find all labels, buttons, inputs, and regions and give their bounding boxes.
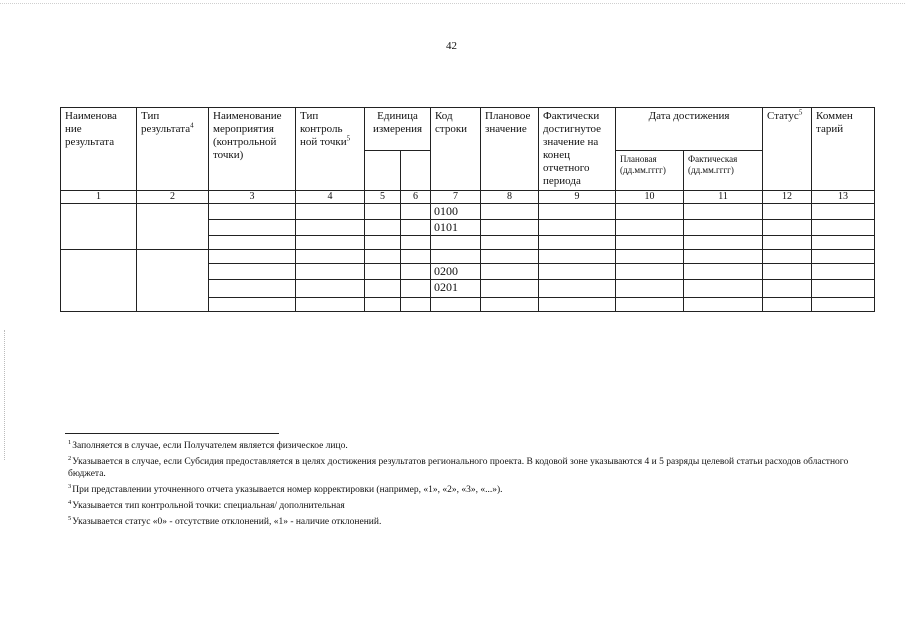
header-event-name: Наименование мероприятия (контрольной точки) — [209, 108, 296, 191]
header-achievement-date: Дата достижения — [616, 108, 763, 151]
header-checkpoint-type: Тип контроль ной точки$^5$ — [296, 108, 365, 191]
column-number: 10 — [616, 191, 684, 204]
footnote-separator — [65, 433, 279, 434]
footnote: $^1$Заполняется в случае, если Получателем является физическое лицо. — [68, 438, 348, 451]
column-number: 3 — [209, 191, 296, 204]
footnote: $^4$Указывается тип контрольной точки: специальная/ дополнительная — [68, 498, 345, 511]
header-row-code: Код строки — [431, 108, 481, 191]
column-number: 7 — [431, 191, 481, 204]
header-comment: Коммен тарий — [812, 108, 875, 191]
row-code — [431, 236, 481, 250]
result-type-cell — [137, 250, 209, 312]
column-number: 2 — [137, 191, 209, 204]
header-actual-value: Фактически достигнутое значение на конец отчетного периода — [539, 108, 616, 191]
column-number: 11 — [684, 191, 763, 204]
table-row — [61, 250, 875, 264]
header-row-1 — [61, 108, 875, 151]
footnotes — [68, 440, 868, 532]
footnote: $^2$Указывается в случае, если Субсидия предоставляется в целях достижения результатов регионального проекта. В кодовой зоне указываются 4 и 5 разряды целевой статьи расходов областного бюджета. — [68, 454, 849, 479]
header-unit: Единица измерения — [365, 108, 431, 151]
footnote: $^5$Указывается статус «0» - отсутствие отклонений, «1» - наличие отклонений. — [68, 514, 382, 527]
footnote: $^3$При представлении уточненного отчета указывается номер корректировки (например, «1», «2», «3», «...»). — [68, 482, 503, 495]
header-result-type: Тип результата$^4$ — [137, 108, 209, 191]
header-planned-date: Плановая (дд.мм.гггг) — [616, 150, 684, 191]
header-actual-date: Фактическая (дд.мм.гггг) — [684, 150, 763, 191]
scan-margin-marks — [4, 330, 7, 460]
row-code: 0201 — [431, 280, 481, 298]
header-unit-sub-5 — [365, 150, 401, 191]
header-planned-value: Плановое значение — [481, 108, 539, 191]
header-result-name: Наименова ние результата — [61, 108, 137, 191]
column-number: 6 — [401, 191, 431, 204]
result-type-cell — [137, 204, 209, 250]
result-name-cell — [61, 250, 137, 312]
page-number: 42 — [446, 40, 457, 52]
column-number: 13 — [812, 191, 875, 204]
table-row — [61, 204, 875, 220]
row-code: 0101 — [431, 220, 481, 236]
column-number: 1 — [61, 191, 137, 204]
column-number: 8 — [481, 191, 539, 204]
row-code: 0200 — [431, 264, 481, 280]
header-unit-sub-6 — [401, 150, 431, 191]
row-code — [431, 250, 481, 264]
column-number: 5 — [365, 191, 401, 204]
column-number: 4 — [296, 191, 365, 204]
column-number: 9 — [539, 191, 616, 204]
scan-top-edge — [0, 3, 905, 5]
header-status: Статус$^5$ — [763, 108, 812, 191]
row-code: 0100 — [431, 204, 481, 220]
report-table — [60, 107, 875, 312]
column-number: 12 — [763, 191, 812, 204]
column-numbers-row — [61, 191, 875, 204]
result-name-cell — [61, 204, 137, 250]
